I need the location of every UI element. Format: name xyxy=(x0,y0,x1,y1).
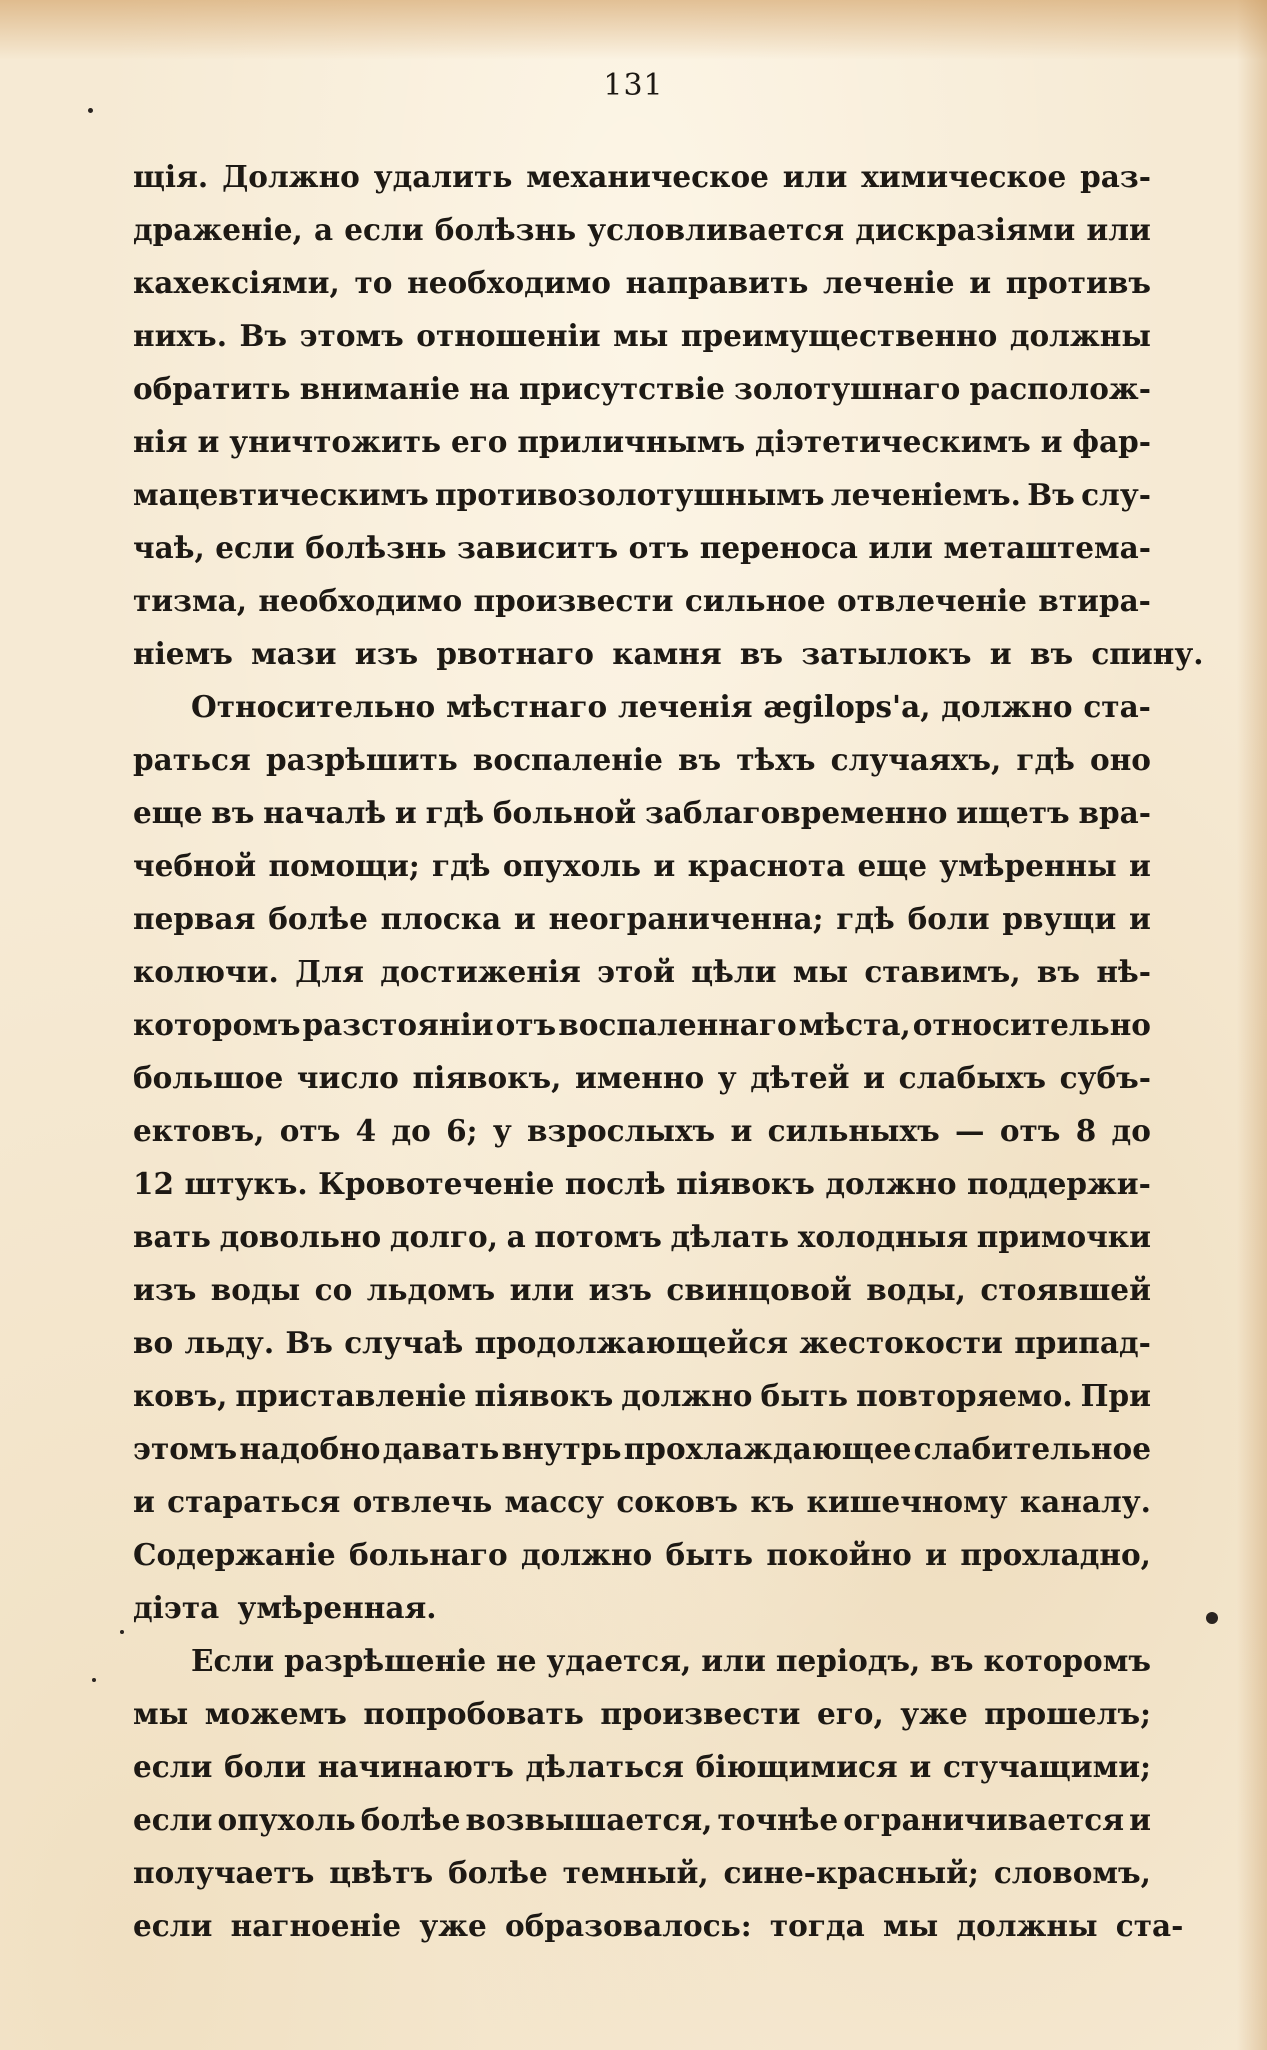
text-line: діэта умѣренная. xyxy=(133,1590,437,1625)
text-line: во льду. Въ случаѣ продолжающейся жестокости припад- xyxy=(133,1325,1151,1360)
text-line: раться разрѣшить воспаленіе въ тѣхъ случаяхъ, гдѣ оно xyxy=(133,742,1151,777)
text-line: если опухоль болѣе возвышается, точнѣе ограничивается и xyxy=(133,1802,1151,1837)
body-text xyxy=(133,150,1204,1952)
paragraph xyxy=(133,680,1151,1634)
text-line: и стараться отвлечь массу соковъ къ кишечному каналу. xyxy=(133,1484,1151,1519)
text-line: ектовъ, отъ 4 до 6; у взрослыхъ и сильныхъ — отъ 8 до xyxy=(133,1113,1151,1148)
ink-spot xyxy=(1206,1612,1218,1624)
text-line: большое число піявокъ, именно у дѣтей и слабыхъ субъ- xyxy=(133,1060,1151,1095)
top-edge-stain xyxy=(0,0,1267,60)
ink-spot xyxy=(88,108,93,113)
text-line: если нагноеніе уже образовалось: тогда мы должны ста- xyxy=(133,1908,1184,1943)
text-line: драженіе, а если болѣзнь условливается дискразіями или xyxy=(133,212,1151,247)
ink-spot xyxy=(120,1630,124,1634)
text-line: 12 штукъ. Кровотеченіе послѣ піявокъ должно поддержи- xyxy=(133,1166,1151,1201)
text-line: ніемъ мази изъ рвотнаго камня въ затылокъ и въ спину. xyxy=(133,636,1204,671)
text-line: чаѣ, если болѣзнь зависитъ отъ переноса или меташтема- xyxy=(133,530,1151,565)
text-line: изъ воды со льдомъ или изъ свинцовой воды, стоявшей xyxy=(133,1272,1151,1307)
text-line: мы можемъ попробовать произвести его, уже прошелъ; xyxy=(133,1696,1151,1731)
text-line: колючи. Для достиженія этой цѣли мы ставимъ, въ нѣ- xyxy=(133,954,1151,989)
text-line: Содержаніе больнаго должно быть покойно и прохладно, xyxy=(133,1537,1151,1572)
text-line: получаетъ цвѣтъ болѣе темный, сине-красный; словомъ, xyxy=(133,1855,1151,1890)
text-line: этомъ надобно давать внутрь прохлаждающее слабительное xyxy=(133,1431,1151,1466)
text-line: нихъ. Въ этомъ отношеніи мы преимущественно должны xyxy=(133,318,1151,353)
right-edge-stain xyxy=(1237,0,1267,2050)
text-line: обратить вниманіе на присутствіе золотушнаго располож- xyxy=(133,371,1151,406)
text-line: кахексіями, то необходимо направить леченіе и противъ xyxy=(133,265,1151,300)
text-line: мацевтическимъ противозолотушнымъ леченіемъ. Въ слу- xyxy=(133,477,1151,512)
text-line: если боли начинаютъ дѣлаться біющимися и стучащими; xyxy=(133,1749,1151,1784)
text-line: которомъ разстояніи отъ воспаленнаго мѣста, относительно xyxy=(133,1007,1151,1042)
text-line: чебной помощи; гдѣ опухоль и краснота еще умѣренны и xyxy=(133,848,1151,883)
text-line: нія и уничтожить его приличнымъ діэтетическимъ и фар- xyxy=(133,424,1151,459)
paragraph xyxy=(133,1634,1184,1952)
text-line: ковъ, приставленіе піявокъ должно быть повторяемо. При xyxy=(133,1378,1151,1413)
text-line: еще въ началѣ и гдѣ больной заблаговременно ищетъ вра- xyxy=(133,795,1151,830)
paragraph xyxy=(133,150,1204,680)
text-line: Если разрѣшеніе не удается, или періодъ, въ которомъ xyxy=(191,1643,1151,1678)
text-line: тизма, необходимо произвести сильное отвлеченіе втира- xyxy=(133,583,1151,618)
text-line: первая болѣе плоска и неограниченна; гдѣ боли рвущи и xyxy=(133,901,1151,936)
text-line: Относительно мѣстнаго леченія ægilops'а, должно ста- xyxy=(191,689,1151,724)
ink-spot xyxy=(92,1678,96,1682)
page-number: 131 xyxy=(603,68,664,103)
text-line: вать довольно долго, а потомъ дѣлать холодныя примочки xyxy=(133,1219,1151,1254)
text-line: щія. Должно удалить механическое или химическое раз- xyxy=(133,159,1151,194)
